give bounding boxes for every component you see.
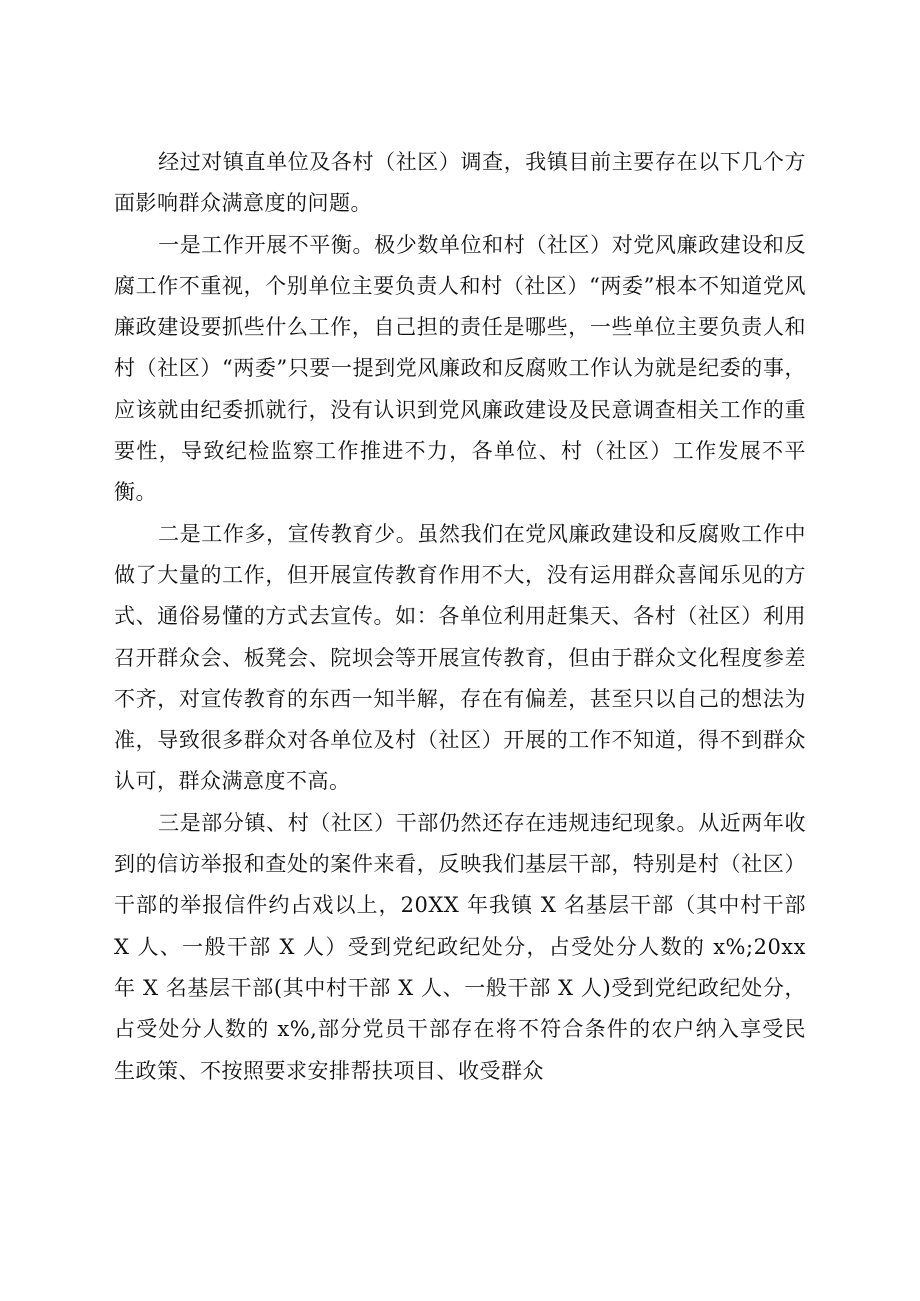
paragraph-point-1 bbox=[114, 225, 806, 514]
paragraph-lead: 三是部分镇、村（社区）干部仍然还存在违规违纪现象。 bbox=[158, 810, 699, 835]
paragraph-text: 从近两年收到的信访举报和查处的案件来看，反映我们基层干部，特别是村（社区）干部的举报信件约占戏以上，20XX 年我镇 X 名基层干部（其中村干部 X 人、一般干部 X 人）受到党纪政纪处分，占受处分人数的 x%;20xx 年 X 名基层干部(其中村干部 X 人、一般干部 X 人)受到党纪政纪处分，占受处分人数的 x%,部分党员干部存在将不符合条件的农户纳入享受民生政策、不按照要求安排帮扶项目、收受群众 bbox=[114, 810, 807, 1083]
paragraph-lead: 一是工作开展不平衡。 bbox=[158, 232, 375, 257]
body-text bbox=[114, 142, 806, 1092]
paragraph-text: 经过对镇直单位及各村（社区）调查，我镇目前主要存在以下几个方面影响群众满意度的问题。 bbox=[114, 150, 806, 216]
paragraph-point-3 bbox=[114, 803, 806, 1092]
paragraph-text: 虽然我们在党风廉政建设和反腐败工作中做了大量的工作，但开展宣传教育作用不大，没有运用群众喜闻乐见的方式、通俗易懂的方式去宣传。如：各单位利用赶集天、各村（社区）利用召开群众会、板凳会、院坝会等开展宣传教育，但由于群众文化程度参差不齐，对宣传教育的东西一知半解，存在有偏差，甚至只以自己的想法为准，导致很多群众对各单位及村（社区）开展的工作不知道，得不到群众认可，群众满意度不高。 bbox=[114, 521, 806, 794]
paragraph-intro bbox=[114, 142, 806, 225]
paragraph-lead: 二是工作多，宣传教育少。 bbox=[158, 521, 418, 546]
paragraph-point-2 bbox=[114, 514, 806, 803]
paragraph-text: 极少数单位和村（社区）对党风廉政建设和反腐工作不重视，个别单位主要负责人和村（社区）“两委”根本不知道党风廉政建设要抓些什么工作，自己担的责任是哪些，一些单位主要负责人和村（社区）“两委”只要一提到党风廉政和反腐败工作认为就是纪委的事，应该就由纪委抓就行，没有认识到党风廉政建设及民意调查相关工作的重要性，导致纪检监察工作推进不力，各单位、村（社区）工作发展不平衡。 bbox=[114, 232, 807, 505]
